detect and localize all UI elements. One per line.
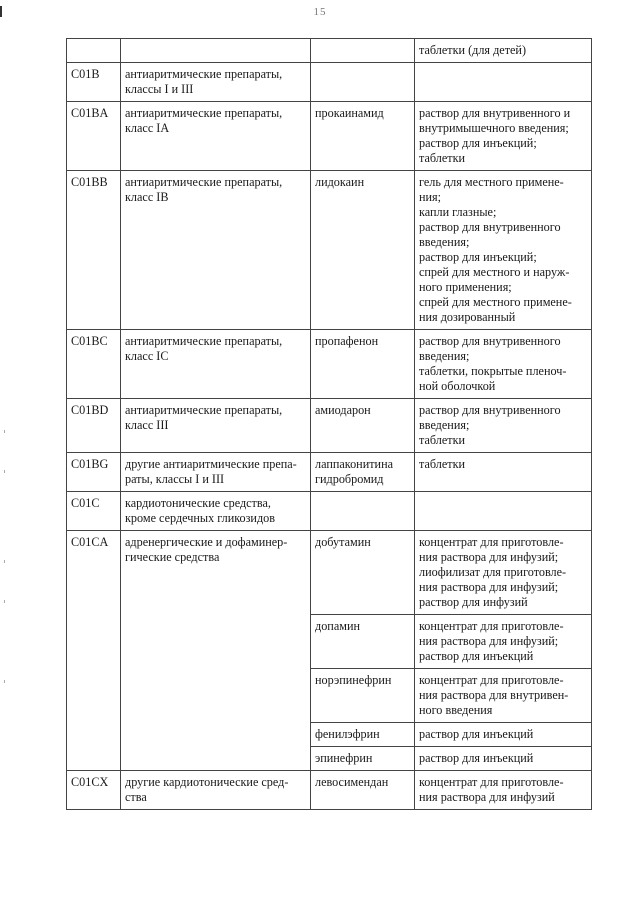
cell-line: раствор для внутривенного и <box>419 106 571 120</box>
drug-name-cell <box>311 615 415 669</box>
cell-line: класс IA <box>125 121 170 135</box>
cell-line: таблетки <box>419 151 466 165</box>
dosage-form-cell <box>415 771 592 810</box>
cell-line: раствор для инъекций <box>419 649 534 663</box>
table-row <box>67 453 592 492</box>
anatomical-therapeutic-group-cell <box>121 102 311 171</box>
cell-line: ния раствора для инфузий; <box>419 634 559 648</box>
cell-line: левосимендан <box>315 775 389 789</box>
dosage-form-cell <box>415 615 592 669</box>
cell-line: классы I и III <box>125 82 194 96</box>
table-row <box>67 492 592 531</box>
cell-line: ства <box>125 790 147 804</box>
dosage-form-cell <box>415 492 592 531</box>
anatomical-therapeutic-group-cell <box>121 63 311 102</box>
cell-line: гидробромид <box>315 472 384 486</box>
cell-line: класс IC <box>125 349 169 363</box>
anatomical-therapeutic-group-cell <box>121 399 311 453</box>
scan-artifacts <box>4 0 6 905</box>
cell-line: ния раствора для внутривен- <box>419 688 569 702</box>
drug-name-cell <box>311 453 415 492</box>
atc-code-cell: C01BD <box>67 399 121 453</box>
dosage-form-cell <box>415 39 592 63</box>
dosage-form-cell <box>415 531 592 615</box>
cell-line: антиаритмические препараты, <box>125 175 283 189</box>
cell-line: спрей для местного и наруж- <box>419 265 570 279</box>
cell-line: антиаритмические препараты, <box>125 334 283 348</box>
atc-code-cell: C01BA <box>67 102 121 171</box>
cell-line: лаппаконитина <box>315 457 394 471</box>
cell-line: таблетки (для детей) <box>419 43 527 57</box>
cell-line: введения; <box>419 349 470 363</box>
drug-name-cell <box>311 492 415 531</box>
cell-line: таблетки <box>419 457 466 471</box>
dosage-form-cell <box>415 63 592 102</box>
cell-line: класс IB <box>125 190 169 204</box>
cell-line: ния раствора для инфузий <box>419 790 555 804</box>
cell-line: концентрат для приготовле- <box>419 775 564 789</box>
table-row <box>67 531 592 615</box>
dosage-form-cell <box>415 453 592 492</box>
atc-code-cell: C01B <box>67 63 121 102</box>
drug-name-cell <box>311 39 415 63</box>
cell-line: внутримышечного введения; <box>419 121 569 135</box>
dosage-form-cell <box>415 102 592 171</box>
anatomical-therapeutic-group-cell <box>121 39 311 63</box>
table-row <box>67 330 592 399</box>
cell-line: антиаритмические препараты, <box>125 106 283 120</box>
atc-code-cell: C01CX <box>67 771 121 810</box>
table-body <box>67 39 592 810</box>
atc-code-cell: C01C <box>67 492 121 531</box>
cell-line: ного применения; <box>419 280 512 294</box>
drug-name-cell <box>311 171 415 330</box>
cell-line: введения; <box>419 235 470 249</box>
drug-name-cell <box>311 771 415 810</box>
cell-line: пропафенон <box>315 334 379 348</box>
cell-line: добутамин <box>315 535 371 549</box>
cell-line: другие кардиотонические сред- <box>125 775 289 789</box>
drug-name-cell <box>311 531 415 615</box>
cell-line: лидокаин <box>315 175 365 189</box>
cell-line: спрей для местного примене- <box>419 295 572 309</box>
cell-line: раствор для инъекций; <box>419 136 537 150</box>
anatomical-therapeutic-group-cell <box>121 453 311 492</box>
cell-line: амиодарон <box>315 403 371 417</box>
drug-name-cell <box>311 747 415 771</box>
drug-name-cell <box>311 102 415 171</box>
cell-line: ной оболочкой <box>419 379 496 393</box>
cell-line: раствор для инфузий <box>419 595 528 609</box>
cell-line: раствор для инъекций; <box>419 250 537 264</box>
dosage-form-cell <box>415 171 592 330</box>
cell-line: раствор для инъекций <box>419 751 534 765</box>
table-row <box>67 39 592 63</box>
drug-name-cell <box>311 669 415 723</box>
drug-name-cell <box>311 330 415 399</box>
drug-name-cell <box>311 399 415 453</box>
dosage-form-cell <box>415 399 592 453</box>
cell-line: фенилэфрин <box>315 727 380 741</box>
cell-line: адренергические и дофаминер- <box>125 535 288 549</box>
cell-line: раствор для внутривенного <box>419 403 561 417</box>
atc-code-cell: C01BC <box>67 330 121 399</box>
cell-line: ния раствора для инфузий; <box>419 550 559 564</box>
cell-line: ния раствора для инфузий; <box>419 580 559 594</box>
cell-line: концентрат для приготовле- <box>419 535 564 549</box>
cell-line: эпинефрин <box>315 751 373 765</box>
cell-line: класс III <box>125 418 169 432</box>
atc-code-cell: C01BG <box>67 453 121 492</box>
cell-line: норэпинефрин <box>315 673 392 687</box>
anatomical-therapeutic-group-cell <box>121 171 311 330</box>
dosage-form-cell <box>415 747 592 771</box>
cell-line: капли глазные; <box>419 205 497 219</box>
atc-code-cell: C01BB <box>67 171 121 330</box>
anatomical-therapeutic-group-cell <box>121 330 311 399</box>
cell-line: лиофилизат для приготовле- <box>419 565 567 579</box>
cell-line: концентрат для приготовле- <box>419 619 564 633</box>
table-row <box>67 771 592 810</box>
cell-line: гические средства <box>125 550 220 564</box>
page-number: 15 <box>313 6 327 18</box>
cell-line: ния дозированный <box>419 310 516 324</box>
cell-line: ния; <box>419 190 442 204</box>
cell-line: таблетки <box>419 433 466 447</box>
anatomical-therapeutic-group-cell <box>121 531 311 771</box>
cell-line: раствор для внутривенного <box>419 220 561 234</box>
cell-line: концентрат для приготовле- <box>419 673 564 687</box>
dosage-form-cell <box>415 330 592 399</box>
dosage-form-cell <box>415 723 592 747</box>
table-row <box>67 63 592 102</box>
dosage-form-cell <box>415 669 592 723</box>
atc-code-cell <box>67 39 121 63</box>
cell-line: антиаритмические препараты, <box>125 403 283 417</box>
table-row <box>67 102 592 171</box>
cell-line: раты, классы I и III <box>125 472 225 486</box>
cell-line: введения; <box>419 418 470 432</box>
cell-line: другие антиаритмические препа- <box>125 457 297 471</box>
drug-name-cell <box>311 723 415 747</box>
cell-line: кроме сердечных гликозидов <box>125 511 275 525</box>
cell-line: прокаинамид <box>315 106 384 120</box>
cell-line: кардиотонические средства, <box>125 496 271 510</box>
atc-code-cell: C01CA <box>67 531 121 771</box>
table-row <box>67 171 592 330</box>
table-row <box>67 399 592 453</box>
drug-name-cell <box>311 63 415 102</box>
drug-classification-table <box>66 38 592 810</box>
cell-line: антиаритмические препараты, <box>125 67 283 81</box>
anatomical-therapeutic-group-cell <box>121 771 311 810</box>
cell-line: раствор для внутривенного <box>419 334 561 348</box>
cell-line: таблетки, покрытые пленоч- <box>419 364 567 378</box>
cell-line: ного введения <box>419 703 493 717</box>
cell-line: гель для местного примене- <box>419 175 564 189</box>
cell-line: раствор для инъекций <box>419 727 534 741</box>
anatomical-therapeutic-group-cell <box>121 492 311 531</box>
cell-line: допамин <box>315 619 360 633</box>
